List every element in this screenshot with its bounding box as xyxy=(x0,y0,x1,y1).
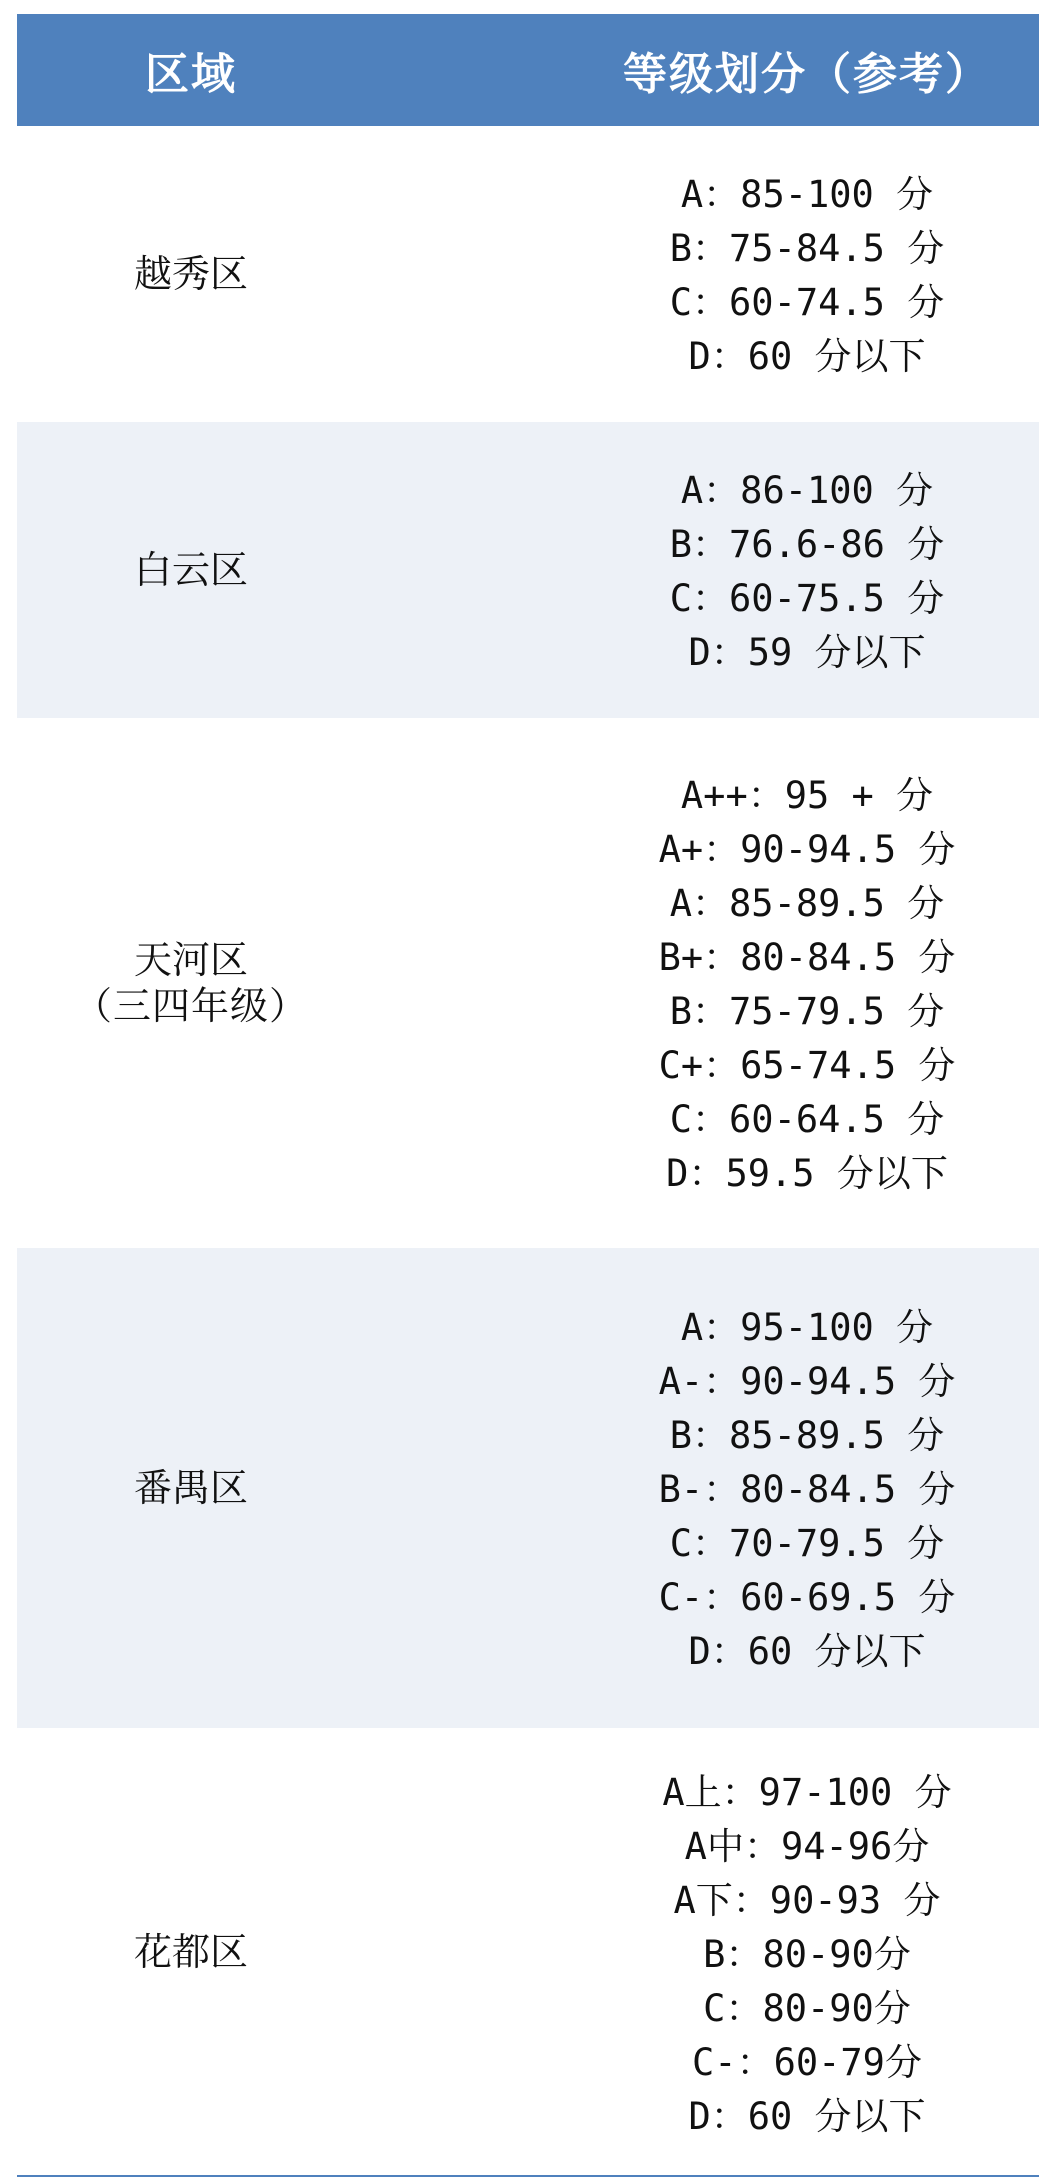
table-row xyxy=(17,422,1039,718)
table-row xyxy=(17,718,1039,1248)
region-name: 越秀区 xyxy=(133,252,248,296)
grade-line: D：60 分以下 xyxy=(688,2094,926,2138)
table-row xyxy=(17,1728,1039,2176)
grade-line: C：60-75.5 分 xyxy=(669,577,945,620)
grade-line: B：75-79.5 分 xyxy=(669,990,945,1033)
grade-list xyxy=(455,422,1039,718)
grade-line: C-：60-79分 xyxy=(692,2040,922,2084)
grade-list xyxy=(455,126,1039,422)
table-row xyxy=(17,126,1039,422)
region-cell xyxy=(17,1248,455,1728)
grade-line: A中：94-96分 xyxy=(684,1824,930,1868)
region-subtitle: （三四年级） xyxy=(73,984,308,1028)
region-name: 白云区 xyxy=(133,548,248,592)
region-name: 番禺区 xyxy=(133,1466,248,1510)
grade-line: A：95-100 分 xyxy=(680,1306,934,1349)
grade-list xyxy=(455,718,1039,1248)
region-cell xyxy=(17,126,455,422)
header-grade: 等级划分（参考） xyxy=(455,14,1039,126)
grade-line: A下：90-93 分 xyxy=(673,1878,941,1922)
region-name: 天河区 xyxy=(133,938,248,982)
header-region: 区域 xyxy=(17,14,455,126)
grade-line: A：86-100 分 xyxy=(680,469,934,512)
table-row xyxy=(17,1248,1039,1728)
grade-list xyxy=(455,1248,1039,1728)
grade-table xyxy=(17,14,1039,2177)
grade-line: D：60 分以下 xyxy=(688,335,926,378)
grade-line: D：59 分以下 xyxy=(688,631,926,674)
grade-line: B+：80-84.5 分 xyxy=(658,936,956,979)
grade-line: A++：95 + 分 xyxy=(680,774,934,817)
region-name: 花都区 xyxy=(133,1929,248,1974)
grade-line: A-：90-94.5 分 xyxy=(658,1360,956,1403)
region-cell xyxy=(17,422,455,718)
header-row xyxy=(17,14,1039,126)
grade-line: C：70-79.5 分 xyxy=(669,1522,945,1565)
grade-line: B：76.6-86 分 xyxy=(669,523,945,566)
grade-line: B-：80-84.5 分 xyxy=(658,1468,956,1511)
grade-line: A：85-100 分 xyxy=(680,173,934,216)
grade-list xyxy=(455,1728,1039,2176)
grade-line: C：60-74.5 分 xyxy=(669,281,945,324)
table-header xyxy=(17,14,1039,126)
grade-line: D：60 分以下 xyxy=(688,1630,926,1673)
grade-line: C-：60-69.5 分 xyxy=(658,1576,956,1619)
grade-line: B：85-89.5 分 xyxy=(669,1414,945,1457)
grade-line: A+：90-94.5 分 xyxy=(658,828,956,871)
grade-line: B：75-84.5 分 xyxy=(669,227,945,270)
grade-line: A：85-89.5 分 xyxy=(669,882,945,925)
grade-line: C：60-64.5 分 xyxy=(669,1098,945,1141)
region-cell xyxy=(17,1728,455,2176)
grade-line: C：80-90分 xyxy=(703,1986,911,2030)
grade-line: B：80-90分 xyxy=(703,1932,911,1976)
grade-line: D：59.5 分以下 xyxy=(666,1152,948,1195)
region-cell xyxy=(17,718,455,1248)
grade-line: C+：65-74.5 分 xyxy=(658,1044,956,1087)
grade-line: A上：97-100 分 xyxy=(662,1770,952,1814)
